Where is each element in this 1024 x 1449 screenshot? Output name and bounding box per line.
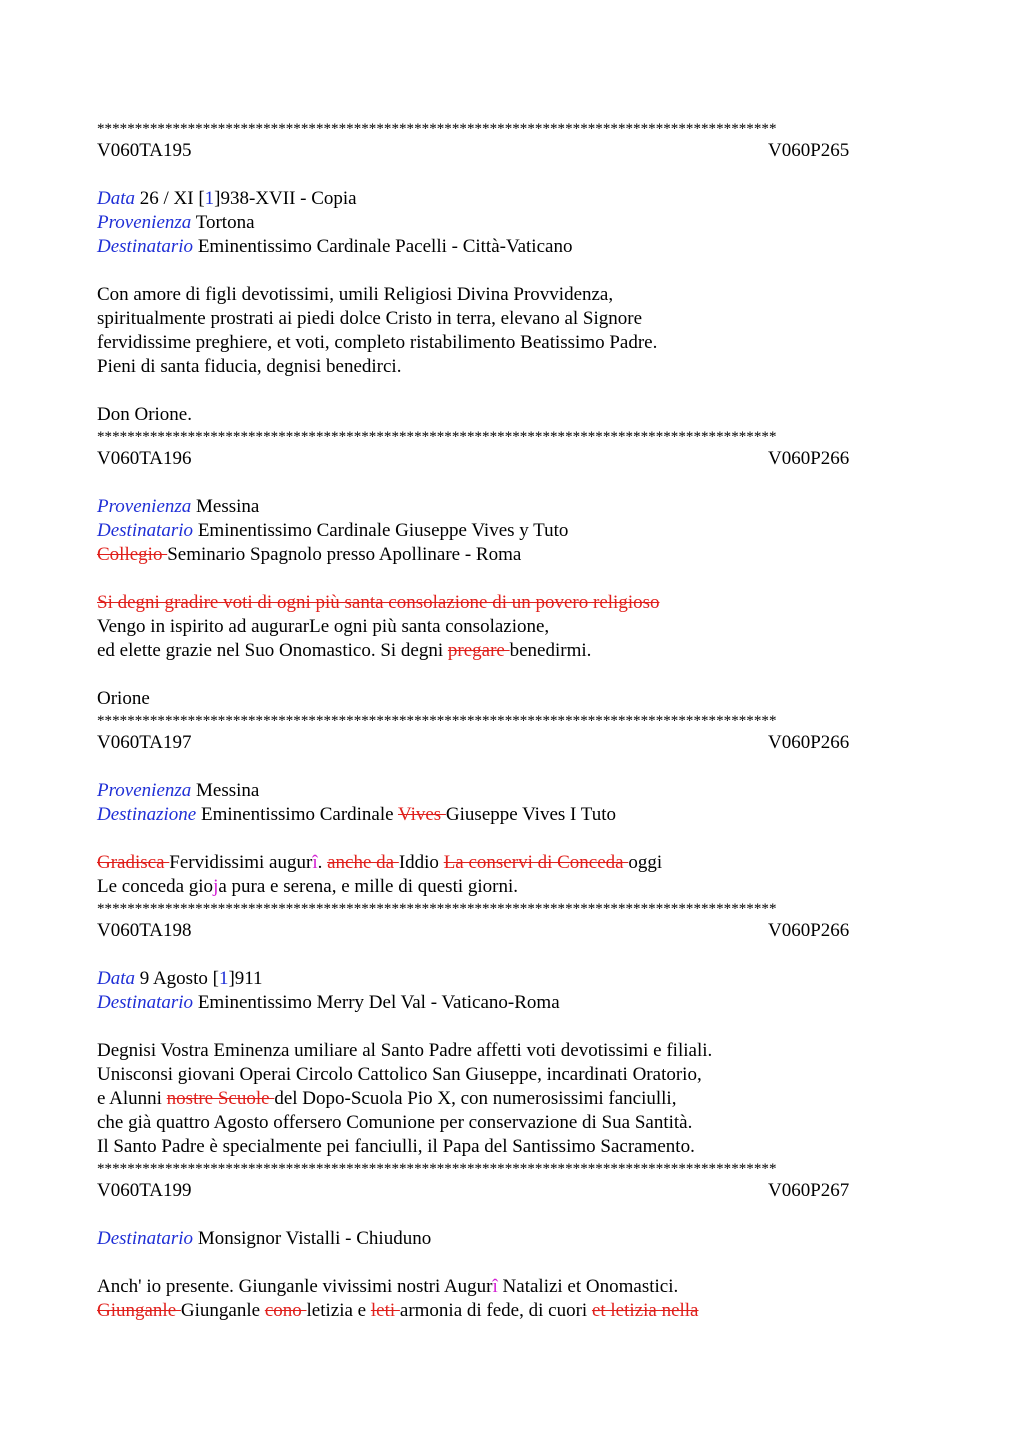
entry-id: V060TA198 (97, 920, 192, 941)
page-ref: V060P267 (768, 1180, 850, 1201)
body-line: Con amore di figli devotissimi, umili Religiosi Divina Provvidenza, (97, 284, 614, 305)
deleted-text: pregare (447, 640, 510, 661)
body-line: Gradisca Fervidissimi augurî. anche da Iddio La conservi di Conceda oggi (97, 852, 663, 873)
signature: Don Orione. (97, 404, 192, 425)
destination-line: Destinazione Eminentissimo Cardinale Vives Giuseppe Vives I Tuto (97, 804, 616, 825)
separator-stars: ****************************************************************************************** (97, 121, 777, 137)
body-line: Pieni di santa fiducia, degnisi benedirci. (97, 356, 402, 377)
deleted-text: nostre Scuole (166, 1088, 275, 1109)
origin-line: Provenienza Messina (97, 780, 260, 801)
separator-stars: ****************************************************************************************** (97, 429, 777, 445)
recipient-line: Destinatario Eminentissimo Cardinale Giuseppe Vives y Tuto (97, 520, 569, 541)
entry-id: V060TA199 (97, 1180, 192, 1201)
body-line: Il Santo Padre è specialmente pei fanciulli, il Papa del Santissimo Sacramento. (97, 1136, 695, 1157)
recipient-label: Destinatario (97, 520, 194, 541)
recipient-line: Destinatario Eminentissimo Merry Del Val - Vaticano-Roma (97, 992, 560, 1013)
body-line: che già quattro Agosto offersero Comunione per conservazione di Sua Santità. (97, 1112, 693, 1133)
body-line: Unisconsi giovani Operai Circolo Cattolico San Giuseppe, incardinati Oratorio, (97, 1064, 702, 1085)
signature: Orione (97, 688, 150, 709)
body-line: Vengo in ispirito ad augurarLe ogni più santa consolazione, (97, 616, 550, 637)
body-line: spiritualmente prostrati ai piedi dolce Cristo in terra, elevano al Signore (97, 308, 643, 329)
body-line: Degnisi Vostra Eminenza umiliare al Santo Padre affetti voti devotissimi e filiali. (97, 1040, 713, 1061)
entry-header (97, 139, 927, 163)
separator-stars: ****************************************************************************************** (97, 901, 777, 917)
entry-header (97, 731, 927, 755)
recipient-line: Destinatario Monsignor Vistalli - Chiuduno (97, 1228, 432, 1249)
body-line: Anch' io presente. Giunganle vivissimi nostri Augurî Natalizi et Onomastici. (97, 1276, 679, 1297)
destination-label: Destinazione (97, 804, 197, 825)
document-page (97, 119, 927, 1323)
page-ref: V060P266 (768, 732, 850, 753)
correction-mark: j (213, 876, 219, 897)
page-ref: V060P265 (768, 140, 850, 161)
origin-label: Provenienza (97, 212, 192, 233)
recipient-label: Destinatario (97, 1228, 194, 1249)
deleted-text: Vives (397, 804, 446, 825)
origin-line: Provenienza Tortona (97, 212, 255, 233)
page-ref: V060P266 (768, 920, 850, 941)
deleted-text: Collegio (97, 544, 168, 565)
origin-label: Provenienza (97, 780, 192, 801)
body-line: Giunganle Giunganle cono letizia e leti armonia di fede, di cuori et letizia nella (97, 1300, 699, 1321)
entry-header (97, 1179, 927, 1203)
origin-label: Provenienza (97, 496, 192, 517)
entry-header (97, 447, 927, 471)
deleted-text: anche da (327, 852, 399, 873)
body-line: Le conceda gioja pura e serena, e mille di questi giorni. (97, 876, 519, 897)
body-line: fervidissime preghiere, et voti, completo ristabilimento Beatissimo Padre. (97, 332, 658, 353)
body-line: e Alunni nostre Scuole del Dopo-Scuola Pio X, con numerosissimi fanciulli, (97, 1088, 677, 1109)
entry-id: V060TA196 (97, 448, 192, 469)
correction-mark: î (312, 852, 318, 873)
recipient-label: Destinatario (97, 992, 194, 1013)
address-line: Collegio Seminario Spagnolo presso Apollinare - Roma (97, 544, 522, 565)
deleted-text: Giunganle (97, 1300, 181, 1321)
entry-id: V060TA195 (97, 140, 192, 161)
deleted-text: Si degni gradire voti di ogni più santa consolazione di un povero religioso (97, 592, 660, 613)
date-label: Data (97, 188, 135, 209)
entry-header (97, 919, 927, 943)
date-line: Data 9 Agosto [1]911 (97, 968, 263, 989)
date-line: Data 26 / XI [1]938-XVII - Copia (97, 188, 357, 209)
page-ref: V060P266 (768, 448, 850, 469)
recipient-line: Destinatario Eminentissimo Cardinale Pacelli - Città-Vaticano (97, 236, 573, 257)
origin-line: Provenienza Messina (97, 496, 260, 517)
entry-id: V060TA197 (97, 732, 192, 753)
deleted-text: Gradisca (97, 852, 170, 873)
recipient-label: Destinatario (97, 236, 194, 257)
deleted-text: et letizia nella (591, 1300, 699, 1321)
separator-stars: ****************************************************************************************** (97, 1161, 777, 1177)
correction-mark: î (492, 1276, 498, 1297)
date-label: Data (97, 968, 135, 989)
deleted-text: cono (264, 1300, 307, 1321)
separator-stars: ****************************************************************************************** (97, 713, 777, 729)
deleted-text: La conservi di Conceda (443, 852, 629, 873)
body-line: ed elette grazie nel Suo Onomastico. Si degni pregare benedirmi. (97, 640, 592, 661)
deleted-text: leti (370, 1300, 400, 1321)
